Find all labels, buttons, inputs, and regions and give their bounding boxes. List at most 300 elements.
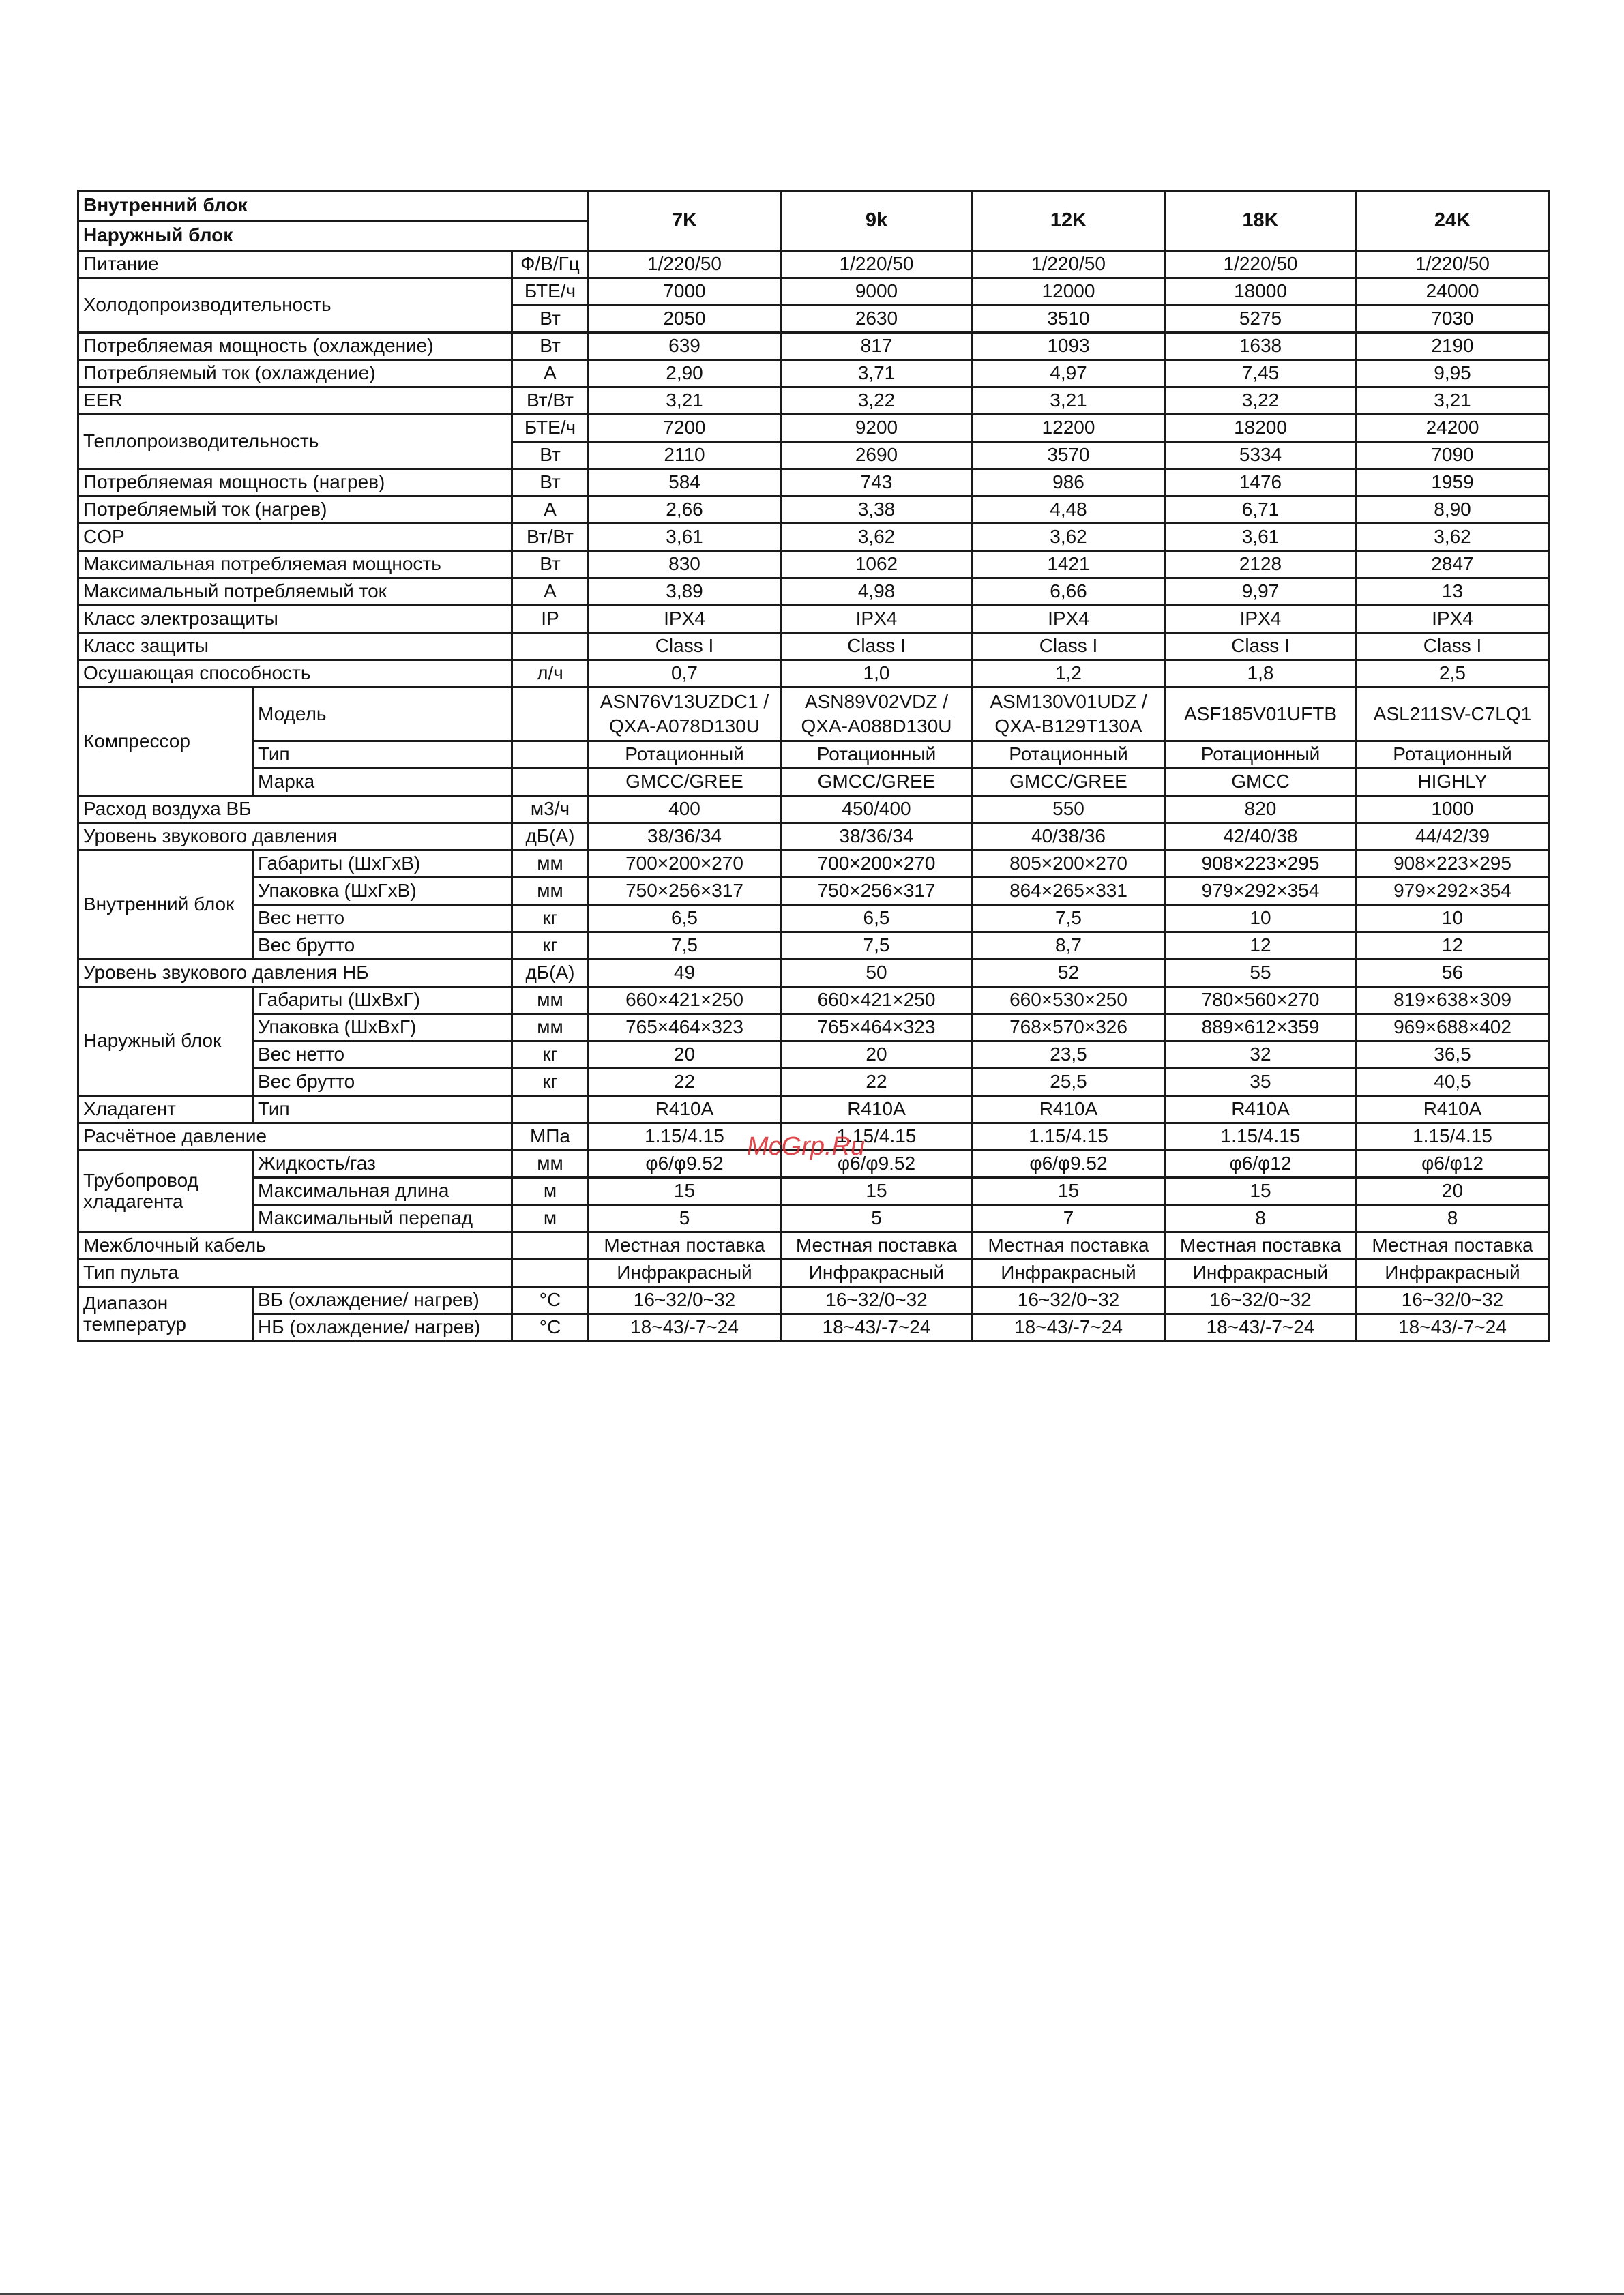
value-cell: 50 [781,960,973,987]
table-row [78,497,1549,524]
value-cell: Инфракрасный [973,1260,1165,1287]
unit-cell: А [512,578,589,606]
value-cell: 660×421×250 [781,987,973,1014]
value-cell: 1000 [1357,796,1549,823]
value-cell: GMCC/GREE [973,769,1165,796]
value-cell: 7030 [1357,306,1549,333]
value-cell: 7,5 [589,932,781,960]
row-label: Уровень звукового давления НБ [78,960,512,987]
value-cell: ASF185V01UFTB [1165,687,1357,741]
model-header: 9k [781,191,973,251]
unit-cell: м3/ч [512,796,589,823]
value-cell: 32 [1165,1041,1357,1069]
value-cell: 15 [973,1178,1165,1205]
unit-cell: мм [512,850,589,878]
value-cell: φ6/φ9.52 [781,1151,973,1178]
table-row [78,469,1549,497]
value-cell: 24200 [1357,415,1549,442]
unit-cell: Вт/Вт [512,524,589,551]
table-row [78,878,1549,905]
value-cell: R410A [781,1096,973,1123]
value-cell: Местная поставка [781,1232,973,1260]
value-cell: 20 [1357,1178,1549,1205]
table-row [78,251,1549,278]
value-cell: Ротационный [781,741,973,769]
value-cell: Class I [973,633,1165,660]
value-cell: 52 [973,960,1165,987]
value-cell: 768×570×326 [973,1014,1165,1041]
table-row [78,360,1549,387]
value-cell: 18~43/-7~24 [589,1314,781,1342]
value-cell: 780×560×270 [1165,987,1357,1014]
unit-cell: кг [512,1041,589,1069]
value-cell: 7,5 [973,905,1165,932]
value-cell: 1421 [973,551,1165,578]
value-cell: 12200 [973,415,1165,442]
value-cell: 3,22 [781,387,973,415]
value-cell: 908×223×295 [1165,850,1357,878]
row-group-label: Компрессор [78,687,253,796]
table-row [78,823,1549,850]
value-cell: 1638 [1165,333,1357,360]
watermark: McGrp.Ru [747,1132,866,1161]
indoor-unit-header: Внутренний блок [78,191,589,221]
value-cell: 820 [1165,796,1357,823]
value-cell: 24000 [1357,278,1549,306]
unit-cell: мм [512,878,589,905]
value-cell: 2050 [589,306,781,333]
value-cell: 7000 [589,278,781,306]
value-cell: 400 [589,796,781,823]
value-cell: 15 [589,1178,781,1205]
outdoor-unit-header: Наружный блок [78,221,589,251]
unit-cell [512,1096,589,1123]
table-row [78,660,1549,687]
value-cell: Class I [781,633,973,660]
value-cell: 5334 [1165,442,1357,469]
value-cell: 7090 [1357,442,1549,469]
row-sublabel: Вес брутто [253,932,512,960]
value-cell: HIGHLY [1357,769,1549,796]
value-cell: 817 [781,333,973,360]
value-cell: 49 [589,960,781,987]
row-sublabel: ВБ (охлаждение/ нагрев) [253,1287,512,1314]
unit-cell: А [512,497,589,524]
value-cell: 16~32/0~32 [1357,1287,1549,1314]
value-cell: 584 [589,469,781,497]
unit-cell: °C [512,1287,589,1314]
value-cell: 1.15/4.15 [973,1123,1165,1151]
value-cell: 4,97 [973,360,1165,387]
value-cell: 3,89 [589,578,781,606]
value-cell: 2190 [1357,333,1549,360]
unit-cell: кг [512,1069,589,1096]
row-sublabel: Вес брутто [253,1069,512,1096]
table-row [78,551,1549,578]
value-cell: 18200 [1165,415,1357,442]
value-cell: 35 [1165,1069,1357,1096]
value-cell: IPX4 [973,606,1165,633]
value-cell: 1,8 [1165,660,1357,687]
value-cell: 10 [1357,905,1549,932]
row-label: Потребляемый ток (охлаждение) [78,360,512,387]
unit-cell: мм [512,1014,589,1041]
row-sublabel: Жидкость/газ [253,1151,512,1178]
row-sublabel: Габариты (ШхВхГ) [253,987,512,1014]
value-cell: 765×464×323 [781,1014,973,1041]
value-cell: Class I [589,633,781,660]
value-cell: ASM130V01UDZ / QXA-B129T130A [973,687,1165,741]
value-cell: 16~32/0~32 [973,1287,1165,1314]
row-sublabel: Марка [253,769,512,796]
row-label: Уровень звукового давления [78,823,512,850]
value-cell: R410A [1165,1096,1357,1123]
unit-cell: Вт [512,333,589,360]
row-sublabel: Тип [253,741,512,769]
value-cell: IPX4 [1165,606,1357,633]
row-label: Осушающая способность [78,660,512,687]
row-label: Максимальный потребляемый ток [78,578,512,606]
value-cell: 38/36/34 [589,823,781,850]
value-cell: 20 [589,1041,781,1069]
value-cell: IPX4 [1357,606,1549,633]
value-cell: 986 [973,469,1165,497]
value-cell: 44/42/39 [1357,823,1549,850]
unit-cell [512,769,589,796]
row-label: Тип пульта [78,1260,512,1287]
value-cell: 1.15/4.15 [781,1123,973,1151]
value-cell: 2847 [1357,551,1549,578]
row-sublabel: Упаковка (ШхГхВ) [253,878,512,905]
value-cell: Ротационный [1165,741,1357,769]
value-cell: 4,98 [781,578,973,606]
row-label: Класс защиты [78,633,512,660]
value-cell: 20 [781,1041,973,1069]
value-cell: 4,48 [973,497,1165,524]
row-label: Межблочный кабель [78,1232,512,1260]
row-label: Питание [78,251,512,278]
model-header: 24K [1357,191,1549,251]
value-cell: GMCC/GREE [589,769,781,796]
row-sublabel: Упаковка (ШхВхГ) [253,1014,512,1041]
table-row [78,687,1549,741]
value-cell: 660×421×250 [589,987,781,1014]
value-cell: 8 [1357,1205,1549,1232]
table-row [78,1069,1549,1096]
unit-cell: Вт [512,442,589,469]
row-label: Расчётное давление [78,1123,512,1151]
value-cell: 38/36/34 [781,823,973,850]
row-label: COP [78,524,512,551]
value-cell: 40,5 [1357,1069,1549,1096]
table-row [78,278,1549,306]
row-sublabel: Габариты (ШхГхВ) [253,850,512,878]
table-row [78,1287,1549,1314]
value-cell: 1062 [781,551,973,578]
value-cell: 7 [973,1205,1165,1232]
value-cell: 639 [589,333,781,360]
value-cell: 0,7 [589,660,781,687]
value-cell: IPX4 [781,606,973,633]
row-label: Максимальная потребляемая мощность [78,551,512,578]
value-cell: 3,62 [973,524,1165,551]
unit-cell: Вт [512,551,589,578]
row-group-label: Наружный блок [78,987,253,1096]
value-cell: 830 [589,551,781,578]
value-cell: 5 [781,1205,973,1232]
unit-cell [512,1232,589,1260]
table-row [78,1232,1549,1260]
value-cell: 8 [1165,1205,1357,1232]
header-row-indoor [78,191,1549,221]
unit-cell: кг [512,905,589,932]
value-cell: 1.15/4.15 [1165,1123,1357,1151]
value-cell: 22 [781,1069,973,1096]
value-cell: 2690 [781,442,973,469]
value-cell: Ротационный [1357,741,1549,769]
value-cell: 25,5 [973,1069,1165,1096]
value-cell: 8,7 [973,932,1165,960]
table-row [78,987,1549,1014]
unit-cell: Вт/Вт [512,387,589,415]
value-cell: 3570 [973,442,1165,469]
unit-cell: Ф/В/Гц [512,251,589,278]
unit-cell: л/ч [512,660,589,687]
value-cell: 16~32/0~32 [1165,1287,1357,1314]
value-cell: 3,38 [781,497,973,524]
table-row [78,1178,1549,1205]
table-row [78,905,1549,932]
value-cell: 805×200×270 [973,850,1165,878]
unit-cell: °C [512,1314,589,1342]
value-cell: 8,90 [1357,497,1549,524]
value-cell: φ6/φ12 [1357,1151,1549,1178]
unit-cell: МПа [512,1123,589,1151]
value-cell: 3,22 [1165,387,1357,415]
value-cell: Ротационный [589,741,781,769]
value-cell: Class I [1165,633,1357,660]
value-cell: φ6/φ9.52 [589,1151,781,1178]
table-row [78,960,1549,987]
value-cell: 700×200×270 [589,850,781,878]
value-cell: Инфракрасный [589,1260,781,1287]
value-cell: 7,45 [1165,360,1357,387]
value-cell: 1,2 [973,660,1165,687]
value-cell: Местная поставка [1357,1232,1549,1260]
value-cell: 2110 [589,442,781,469]
table-row [78,1096,1549,1123]
value-cell: GMCC [1165,769,1357,796]
value-cell: 6,5 [589,905,781,932]
value-cell: 750×256×317 [781,878,973,905]
unit-cell: м [512,1178,589,1205]
value-cell: 889×612×359 [1165,1014,1357,1041]
row-label: Потребляемая мощность (нагрев) [78,469,512,497]
value-cell: 3,62 [1357,524,1549,551]
value-cell: 1.15/4.15 [589,1123,781,1151]
table-row [78,333,1549,360]
value-cell: 5 [589,1205,781,1232]
value-cell: R410A [1357,1096,1549,1123]
value-cell: Инфракрасный [1357,1260,1549,1287]
value-cell: 16~32/0~32 [781,1287,973,1314]
value-cell: 1093 [973,333,1165,360]
value-cell: IPX4 [589,606,781,633]
model-header: 18K [1165,191,1357,251]
model-header: 7K [589,191,781,251]
table-row [78,387,1549,415]
value-cell: Местная поставка [973,1232,1165,1260]
value-cell: 6,71 [1165,497,1357,524]
value-cell: R410A [973,1096,1165,1123]
value-cell: Местная поставка [589,1232,781,1260]
value-cell: 13 [1357,578,1549,606]
value-cell: 2,66 [589,497,781,524]
value-cell: Инфракрасный [781,1260,973,1287]
unit-cell: БТЕ/ч [512,415,589,442]
row-label: Класс электрозащиты [78,606,512,633]
row-sublabel: Вес нетто [253,1041,512,1069]
value-cell: R410A [589,1096,781,1123]
value-cell: 1.15/4.15 [1357,1123,1549,1151]
value-cell: 18~43/-7~24 [1165,1314,1357,1342]
value-cell: 7,5 [781,932,973,960]
table-row [78,606,1549,633]
table-row [78,850,1549,878]
value-cell: 42/40/38 [1165,823,1357,850]
value-cell: 18000 [1165,278,1357,306]
value-cell: 2,90 [589,360,781,387]
value-cell: 864×265×331 [973,878,1165,905]
value-cell: 16~32/0~32 [589,1287,781,1314]
unit-cell: IP [512,606,589,633]
unit-cell [512,687,589,741]
value-cell: 9,97 [1165,578,1357,606]
unit-cell: Вт [512,469,589,497]
value-cell: 18~43/-7~24 [1357,1314,1549,1342]
value-cell: 3,62 [781,524,973,551]
unit-cell [512,633,589,660]
value-cell: Местная поставка [1165,1232,1357,1260]
value-cell: 1/220/50 [1165,251,1357,278]
value-cell: 6,66 [973,578,1165,606]
value-cell: 9200 [781,415,973,442]
value-cell: ASL211SV-C7LQ1 [1357,687,1549,741]
value-cell: ASN76V13UZDC1 / QXA-A078D130U [589,687,781,741]
model-header: 12K [973,191,1165,251]
value-cell: 2,5 [1357,660,1549,687]
value-cell: 9000 [781,278,973,306]
unit-cell: Вт [512,306,589,333]
value-cell: 969×688×402 [1357,1014,1549,1041]
value-cell: 979×292×354 [1165,878,1357,905]
value-cell: 1/220/50 [589,251,781,278]
value-cell: φ6/φ12 [1165,1151,1357,1178]
unit-cell: БТЕ/ч [512,278,589,306]
value-cell: 15 [781,1178,973,1205]
unit-cell: А [512,360,589,387]
value-cell: 1/220/50 [973,251,1165,278]
unit-cell: мм [512,1151,589,1178]
table-row [78,932,1549,960]
value-cell: 743 [781,469,973,497]
table-row [78,1260,1549,1287]
value-cell: 1959 [1357,469,1549,497]
table-row [78,769,1549,796]
value-cell: Инфракрасный [1165,1260,1357,1287]
unit-cell: мм [512,987,589,1014]
value-cell: 6,5 [781,905,973,932]
value-cell: 3,21 [589,387,781,415]
value-cell: 3,61 [589,524,781,551]
row-sublabel: Тип [253,1096,512,1123]
row-label: Расход воздуха ВБ [78,796,512,823]
value-cell: 700×200×270 [781,850,973,878]
table-row [78,524,1549,551]
unit-cell [512,1260,589,1287]
value-cell: 5275 [1165,306,1357,333]
value-cell: 908×223×295 [1357,850,1549,878]
table-row [78,633,1549,660]
row-sublabel: НБ (охлаждение/ нагрев) [253,1314,512,1342]
value-cell: 979×292×354 [1357,878,1549,905]
value-cell: 56 [1357,960,1549,987]
value-cell: φ6/φ9.52 [973,1151,1165,1178]
row-sublabel: Модель [253,687,512,741]
value-cell: 15 [1165,1178,1357,1205]
row-label: Холодопроизводительность [78,278,512,333]
value-cell: 765×464×323 [589,1014,781,1041]
value-cell: 660×530×250 [973,987,1165,1014]
row-sublabel: Максимальный перепад [253,1205,512,1232]
value-cell: 10 [1165,905,1357,932]
value-cell: 1,0 [781,660,973,687]
value-cell: 9,95 [1357,360,1549,387]
spec-table [77,190,1550,1342]
value-cell: 7200 [589,415,781,442]
row-sublabel: Максимальная длина [253,1178,512,1205]
value-cell: 18~43/-7~24 [973,1314,1165,1342]
row-group-label: Хладагент [78,1096,253,1123]
value-cell: 55 [1165,960,1357,987]
row-group-label: Диапазон температур [78,1287,253,1342]
value-cell: 3,61 [1165,524,1357,551]
value-cell: 23,5 [973,1041,1165,1069]
row-sublabel: Вес нетто [253,905,512,932]
row-group-label: Внутренний блок [78,850,253,960]
value-cell: 750×256×317 [589,878,781,905]
value-cell: 1476 [1165,469,1357,497]
table-row [78,578,1549,606]
value-cell: 12 [1165,932,1357,960]
unit-cell [512,741,589,769]
value-cell: 3510 [973,306,1165,333]
row-label: Теплопроизводительность [78,415,512,469]
table-row [78,1014,1549,1041]
value-cell: 2630 [781,306,973,333]
row-group-label: Трубопровод хладагента [78,1151,253,1232]
row-label: Потребляемая мощность (охлаждение) [78,333,512,360]
unit-cell: м [512,1205,589,1232]
value-cell: 2128 [1165,551,1357,578]
value-cell: 1/220/50 [781,251,973,278]
value-cell: GMCC/GREE [781,769,973,796]
value-cell: 450/400 [781,796,973,823]
value-cell: 36,5 [1357,1041,1549,1069]
value-cell: 1/220/50 [1357,251,1549,278]
table-row [78,1041,1549,1069]
table-row [78,741,1549,769]
